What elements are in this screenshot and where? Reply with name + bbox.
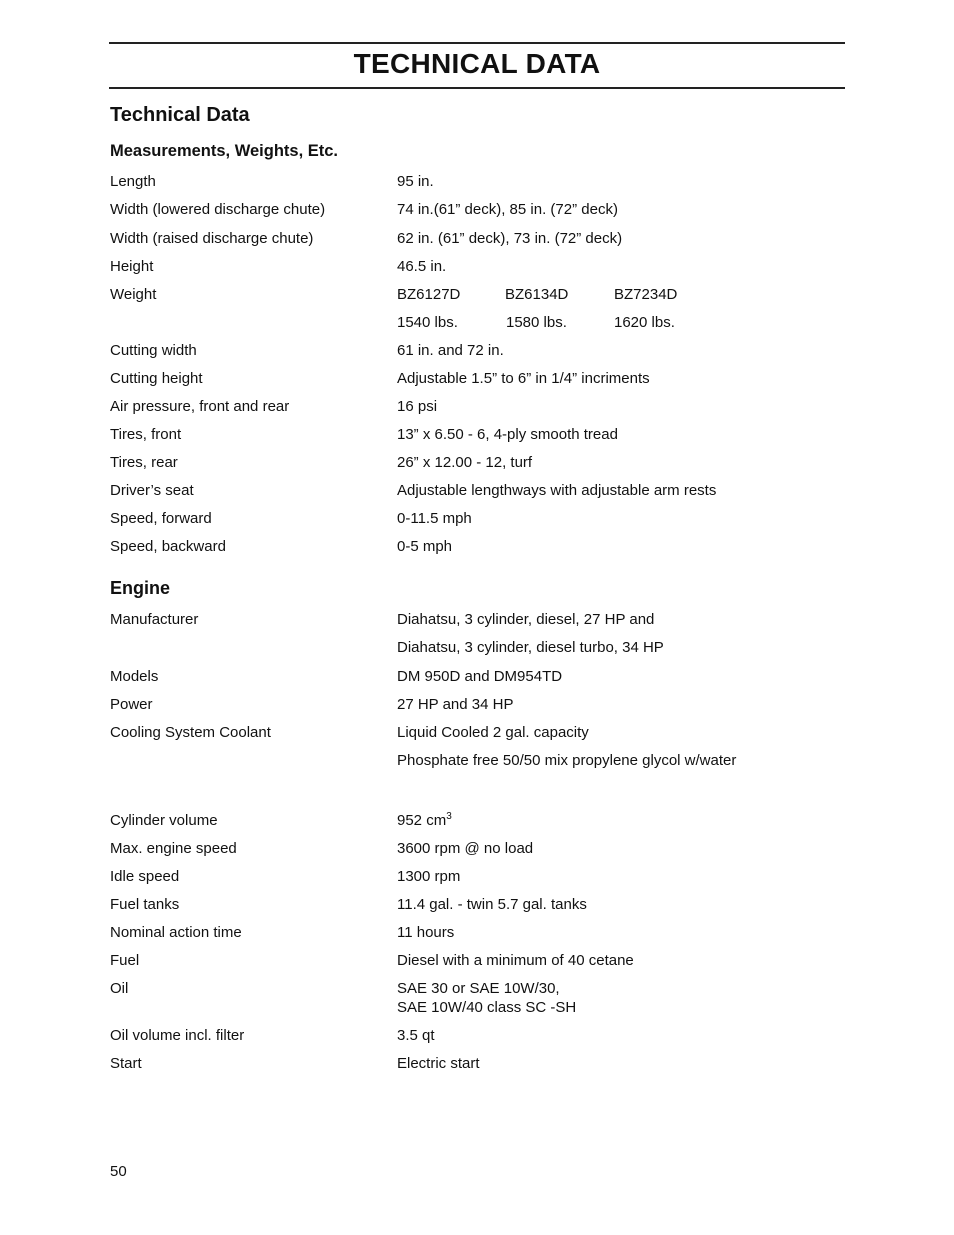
spec-value: 16 psi <box>397 398 438 415</box>
spec-label: Cutting height <box>110 370 203 387</box>
spec-label: Power <box>110 696 153 713</box>
spec-label: Width (raised discharge chute) <box>110 230 314 247</box>
spec-label: Tires, front <box>110 426 182 443</box>
spec-value: 62 in. (61” deck), 73 in. (72” deck) <box>397 230 623 247</box>
spec-value: Liquid Cooled 2 gal. capacity <box>397 724 589 741</box>
spec-value: 11.4 gal. - twin 5.7 gal. tanks <box>397 896 587 913</box>
spec-value: DM 950D and DM954TD <box>397 668 563 685</box>
spec-label: Tires, rear <box>110 454 178 471</box>
spec-label: Models <box>110 668 159 685</box>
header-bottom-rule <box>109 87 845 89</box>
spec-label: Nominal action time <box>110 924 242 941</box>
spec-label: Fuel tanks <box>110 896 180 913</box>
spec-value: 27 HP and 34 HP <box>397 696 514 713</box>
spec-value: Adjustable lengthways with adjustable arm rests <box>397 482 717 499</box>
spec-value: 46.5 in. <box>397 258 447 275</box>
spec-value: Diesel with a minimum of 40 cetane <box>397 952 634 969</box>
spec-value: 61 in. and 72 in. <box>397 342 504 359</box>
page-header-title: TECHNICAL DATA <box>353 48 601 79</box>
spec-label: Air pressure, front and rear <box>110 398 290 415</box>
model-weight: 1620 lbs. <box>614 314 675 331</box>
engine-heading: Engine <box>110 578 171 598</box>
cubic-exponent: 3 <box>446 811 452 822</box>
section-title: Technical Data <box>110 104 250 126</box>
spec-value: 74 in.(61” deck), 85 in. (72” deck) <box>397 201 618 218</box>
spec-value: 0-11.5 mph <box>397 510 472 527</box>
spec-label: Cylinder volume <box>110 812 218 829</box>
cylinder-volume-value: 952 cm <box>397 812 447 829</box>
spec-label: Weight <box>110 286 157 303</box>
spec-label: Oil volume incl. filter <box>110 1027 245 1044</box>
spec-value: 0-5 mph <box>397 538 453 555</box>
model-weight: 1540 lbs. <box>397 314 458 331</box>
spec-value: 95 in. <box>397 173 434 190</box>
spec-value: 3.5 qt <box>397 1027 435 1044</box>
spec-label: Oil <box>110 980 129 997</box>
spec-label: Fuel <box>110 952 140 969</box>
model-weight: 1580 lbs. <box>506 314 567 331</box>
spec-label: Start <box>110 1055 142 1072</box>
model-name: BZ7234D <box>614 286 678 303</box>
spec-value: 3600 rpm @ no load <box>397 840 534 857</box>
spec-label: Manufacturer <box>110 611 199 628</box>
model-name: BZ6134D <box>505 286 569 303</box>
page-number: 50 <box>110 1163 127 1180</box>
spec-value: Diahatsu, 3 cylinder, diesel, 27 HP and <box>397 611 655 628</box>
spec-value: 13” x 6.50 - 6, 4-ply smooth tread <box>397 426 618 443</box>
spec-label: Cooling System Coolant <box>110 724 271 741</box>
model-name: BZ6127D <box>397 286 461 303</box>
spec-label: Length <box>110 173 156 190</box>
measurements-heading: Measurements, Weights, Etc. <box>110 142 339 160</box>
spec-value: Electric start <box>397 1055 480 1072</box>
spec-value: Phosphate free 50/50 mix propylene glycol w/water <box>397 752 737 769</box>
spec-value: Adjustable 1.5” to 6” in 1/4” incriments <box>397 370 650 387</box>
spec-label: Height <box>110 258 154 275</box>
spec-label: Speed, backward <box>110 538 226 555</box>
spec-value: SAE 30 or SAE 10W/30, <box>397 980 560 997</box>
spec-value <box>397 812 452 830</box>
spec-label: Cutting width <box>110 342 197 359</box>
spec-value: SAE 10W/40 class SC -SH <box>397 999 577 1016</box>
spec-value: Diahatsu, 3 cylinder, diesel turbo, 34 HP <box>397 639 664 656</box>
spec-value: 26” x 12.00 - 12, turf <box>397 454 533 471</box>
spec-label: Idle speed <box>110 868 180 885</box>
spec-label: Speed, forward <box>110 510 212 527</box>
spec-value: 1300 rpm <box>397 868 461 885</box>
spec-label: Driver’s seat <box>110 482 194 499</box>
spec-label: Max. engine speed <box>110 840 237 857</box>
spec-value: 11 hours <box>397 924 455 941</box>
spec-label: Width (lowered discharge chute) <box>110 201 326 218</box>
